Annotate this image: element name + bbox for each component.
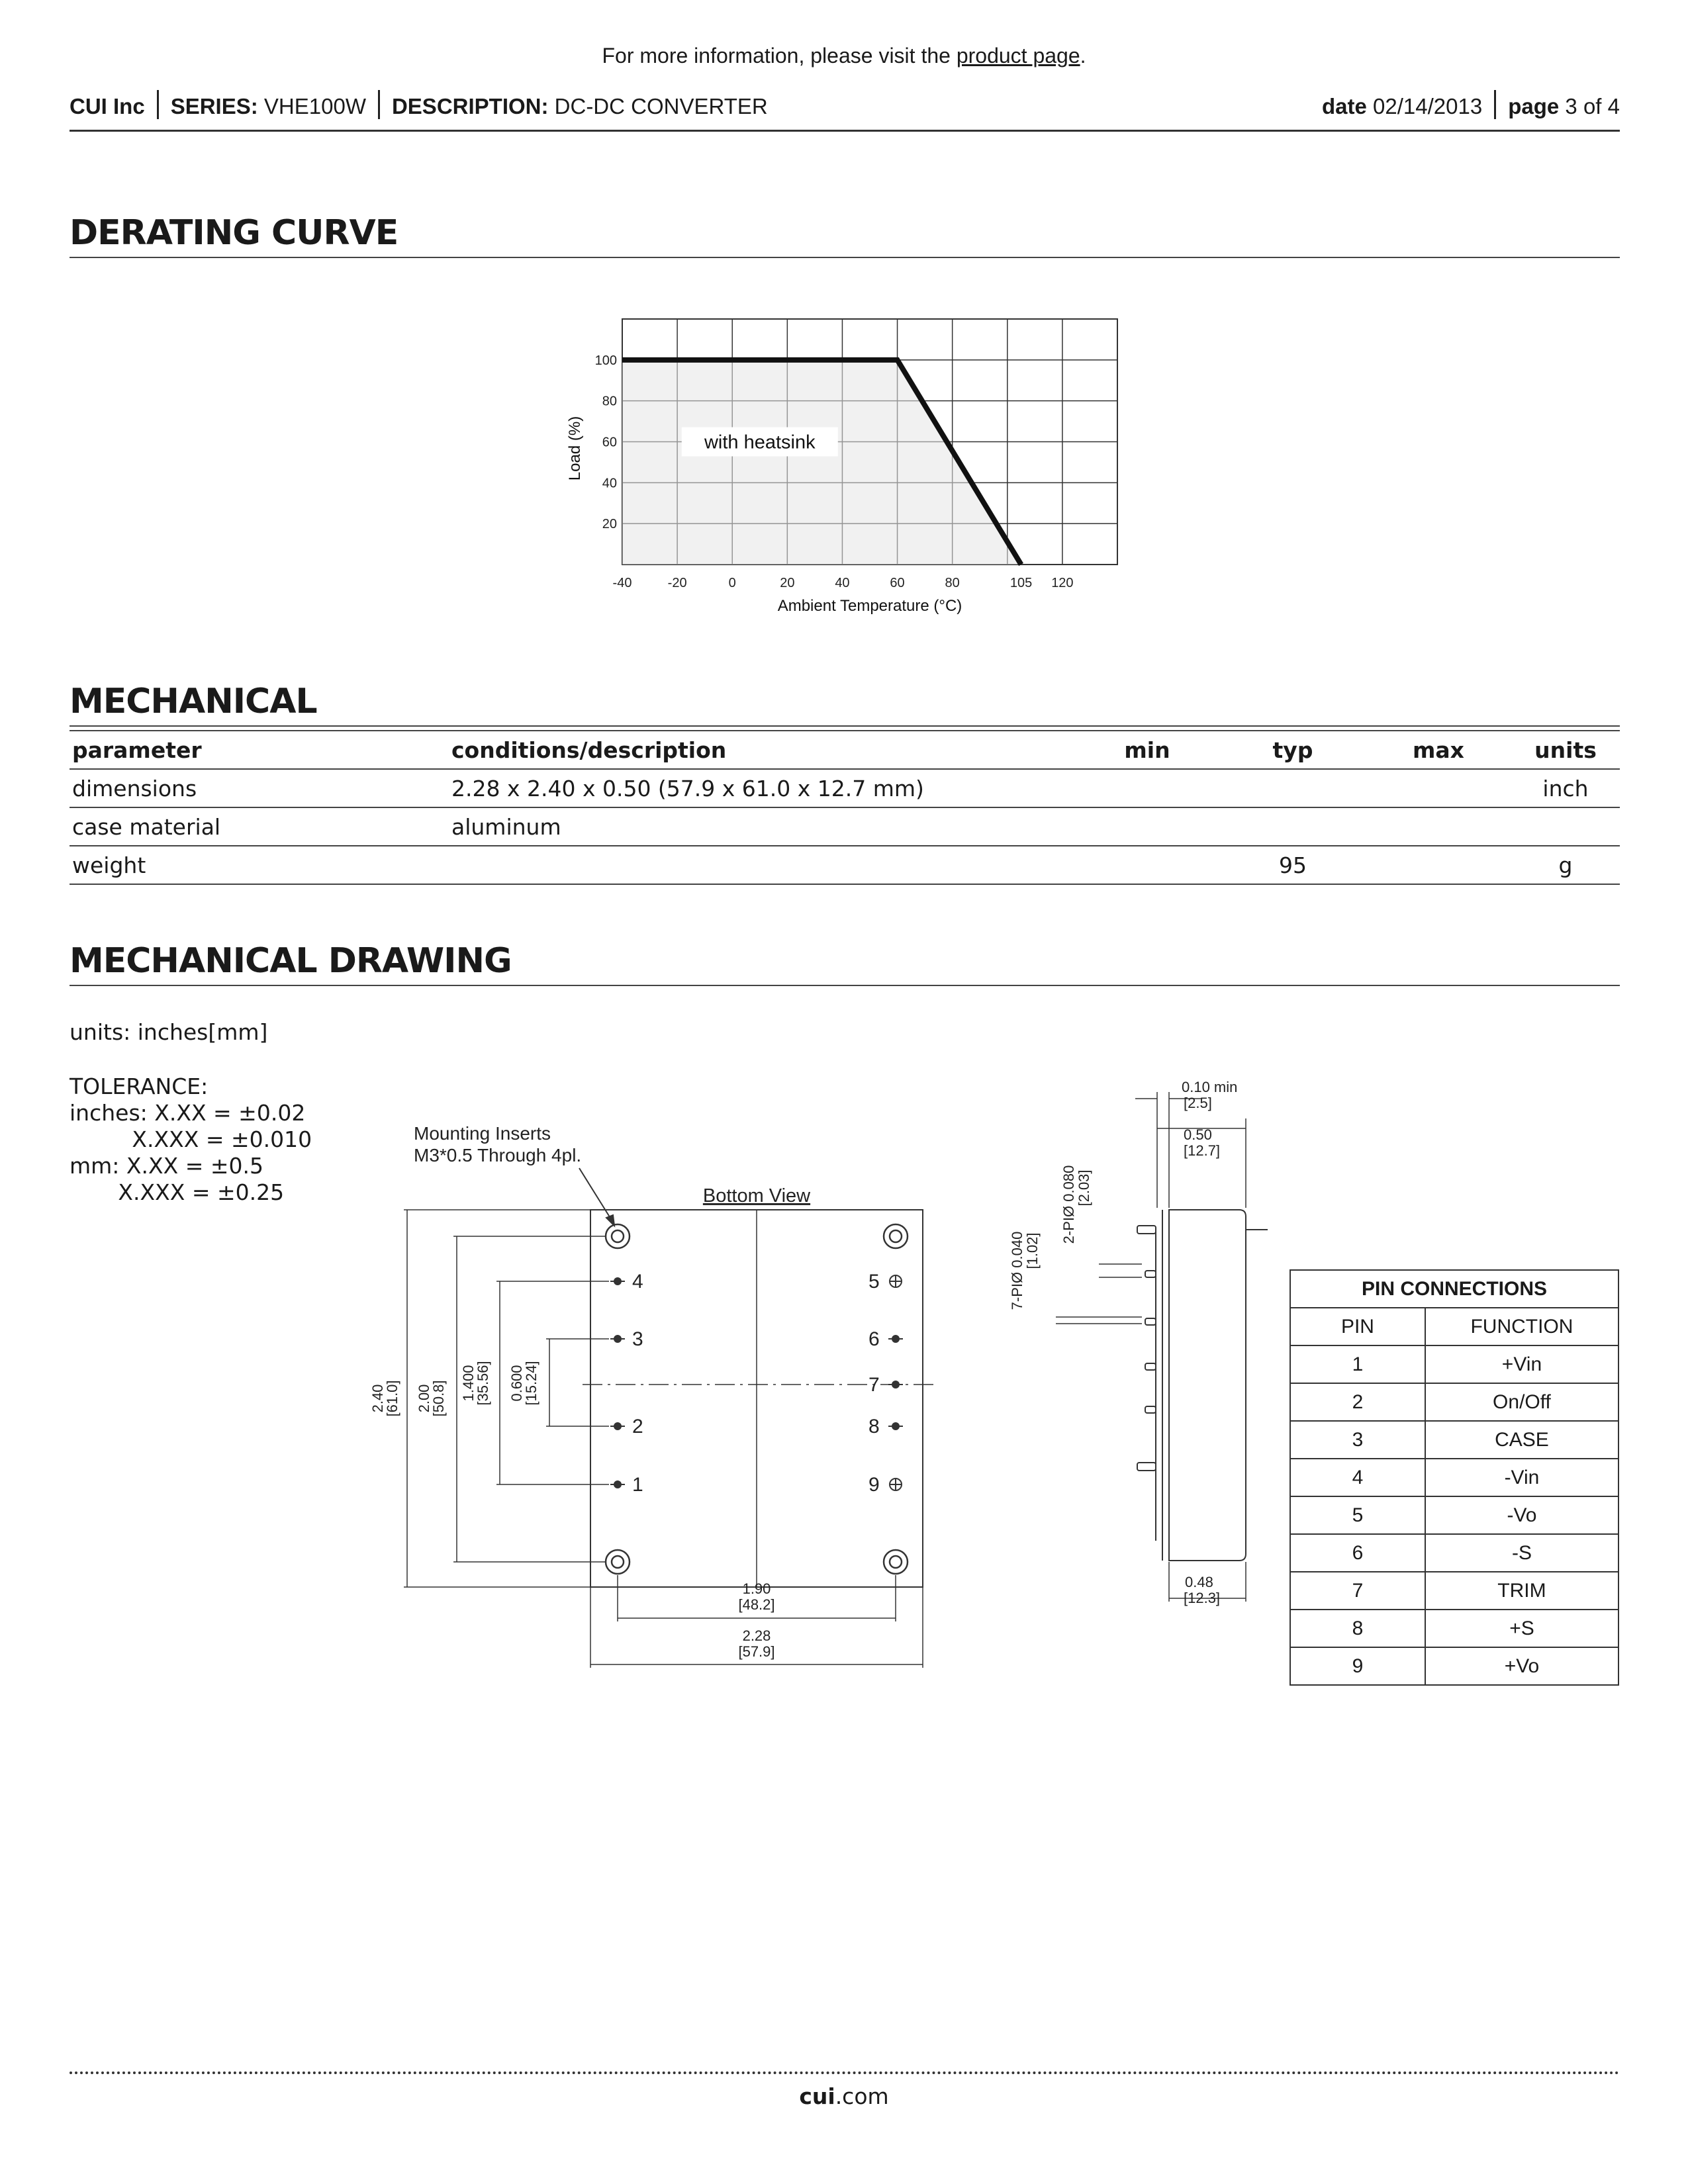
mechanical-title: MECHANICAL xyxy=(70,682,1620,727)
mechanical-drawing-title: MECHANICAL DRAWING xyxy=(70,941,1620,986)
dim-label: [35.56] xyxy=(475,1361,491,1406)
table-row xyxy=(1290,1534,1618,1572)
table-cell xyxy=(1366,846,1511,884)
top-note-text: For more information, please visit the xyxy=(602,44,957,68)
x-tick-label: 80 xyxy=(945,576,960,590)
header-divider xyxy=(157,90,159,119)
footer-site-bold: cui xyxy=(799,2083,835,2109)
table-cell: CASE xyxy=(1425,1421,1618,1459)
table-cell: On/Off xyxy=(1425,1383,1618,1421)
table-cell: aluminum xyxy=(449,807,1074,846)
date-label: date xyxy=(1322,94,1367,118)
footer xyxy=(0,2083,1688,2109)
table-row xyxy=(1290,1459,1618,1496)
table-row xyxy=(1290,1610,1618,1647)
tolerance-block xyxy=(70,1073,312,1206)
mounting-note-line: M3*0.5 Through 4pl. xyxy=(414,1145,582,1165)
header-bar xyxy=(70,90,1620,132)
x-axis-label: Ambient Temperature (°C) xyxy=(777,597,962,615)
table-cell: -Vo xyxy=(1425,1496,1618,1534)
table-cell xyxy=(1366,769,1511,807)
dim-label: [15.24] xyxy=(523,1361,539,1406)
y-tick-label: 40 xyxy=(602,476,617,491)
bottom-view-label: Bottom View xyxy=(702,1185,811,1206)
table-cell: 2.28 x 2.40 x 0.50 (57.9 x 61.0 x 12.7 mm) xyxy=(449,769,1074,807)
dim-label: [50.8] xyxy=(430,1380,447,1417)
table-cell xyxy=(1220,807,1366,846)
tolerance-line: X.XXX = ±0.25 xyxy=(70,1179,285,1205)
table-cell: +Vin xyxy=(1425,1345,1618,1383)
table-cell: 1 xyxy=(1290,1345,1425,1383)
y-tick-label: 60 xyxy=(602,435,617,450)
pin-number: 4 xyxy=(632,1271,643,1293)
table-cell: TRIM xyxy=(1425,1572,1618,1610)
table-cell xyxy=(1366,807,1511,846)
page-label: page xyxy=(1508,94,1560,118)
table-cell: 9 xyxy=(1290,1647,1425,1685)
table-row xyxy=(1290,1345,1618,1383)
date-value: 02/14/2013 xyxy=(1373,94,1483,118)
x-tick-label: 0 xyxy=(728,576,736,590)
table-cell: 7 xyxy=(1290,1572,1425,1610)
bottom-view-drawing xyxy=(351,1092,947,1674)
table-row xyxy=(1290,1421,1618,1459)
top-note-suffix: . xyxy=(1080,44,1086,68)
derating-chart xyxy=(556,311,1139,622)
dim-label: [12.3] xyxy=(1184,1590,1221,1606)
table-cell xyxy=(1220,769,1366,807)
arrow-head-icon xyxy=(606,1215,614,1226)
pin-marker-icon xyxy=(610,1481,625,1488)
tolerance-line: X.XXX = ±0.010 xyxy=(70,1126,312,1152)
tolerance-line: TOLERANCE: xyxy=(70,1073,209,1099)
series-value: VHE100W xyxy=(263,94,366,118)
y-tick-label: 80 xyxy=(602,394,617,409)
table-row xyxy=(1290,1647,1618,1685)
dim-label: [57.9] xyxy=(738,1643,775,1660)
table-cell: g xyxy=(1511,846,1620,884)
table-cell: 4 xyxy=(1290,1459,1425,1496)
table-cell: +Vo xyxy=(1425,1647,1618,1685)
mounting-insert-icon xyxy=(606,1224,630,1248)
x-tick-label: 40 xyxy=(835,576,850,590)
dim-label: 0.10 min xyxy=(1182,1079,1238,1095)
x-tick-label: 20 xyxy=(780,576,795,590)
dimension-lines xyxy=(404,1210,923,1668)
footer-divider xyxy=(70,2071,1620,2074)
x-tick-label: 60 xyxy=(890,576,905,590)
x-tick-label: 105 xyxy=(1009,576,1033,590)
dim-label: [12.7] xyxy=(1184,1142,1221,1159)
chart-annotation: with heatsink xyxy=(704,432,816,453)
dim-label: [1.02] xyxy=(1024,1232,1041,1269)
dimension-lines xyxy=(1056,1092,1246,1602)
column-header: FUNCTION xyxy=(1425,1308,1618,1345)
x-tick-label: -20 xyxy=(667,576,687,590)
dim-label: 2.28 xyxy=(742,1627,771,1644)
pin-number: 8 xyxy=(868,1416,880,1437)
table-cell xyxy=(1074,807,1220,846)
table-cell xyxy=(1511,807,1620,846)
table-cell xyxy=(1074,769,1220,807)
table-cell xyxy=(1074,846,1220,884)
mounting-insert-icon xyxy=(606,1550,630,1574)
pin-large-icon xyxy=(890,1479,902,1490)
pin-number: 3 xyxy=(632,1328,643,1350)
table-row xyxy=(1290,1496,1618,1534)
pin-number: 7 xyxy=(868,1374,880,1396)
table-cell: 6 xyxy=(1290,1534,1425,1572)
leader-line xyxy=(579,1168,614,1224)
table-row xyxy=(1290,1383,1618,1421)
x-tick-label: -40 xyxy=(612,576,632,590)
pin-marker-icon xyxy=(888,1336,903,1342)
pin-marker-icon xyxy=(888,1423,903,1430)
side-view-drawing xyxy=(1006,1072,1284,1615)
company-name: CUI Inc xyxy=(70,94,145,118)
table-row xyxy=(70,769,1620,807)
pin-number: 1 xyxy=(632,1474,643,1496)
units-note: units: inches[mm] xyxy=(70,1019,268,1045)
pin-number: 6 xyxy=(868,1328,880,1350)
column-header: typ xyxy=(1220,731,1366,769)
table-cell: inch xyxy=(1511,769,1620,807)
dim-label: 1.400 xyxy=(460,1365,477,1402)
tolerance-line: inches: X.XX = ±0.02 xyxy=(70,1100,306,1126)
y-axis-label: Load (%) xyxy=(566,416,584,481)
pin-number: 9 xyxy=(868,1474,880,1496)
column-header: units xyxy=(1511,731,1620,769)
y-tick-label: 100 xyxy=(594,353,617,368)
table-cell: 2 xyxy=(1290,1383,1425,1421)
pin-number: 2 xyxy=(632,1416,643,1437)
dim-label: [61.0] xyxy=(384,1380,400,1417)
mounting-note-line: Mounting Inserts xyxy=(414,1123,551,1144)
pin-table-title: PIN CONNECTIONS xyxy=(1290,1270,1618,1308)
column-header: max xyxy=(1366,731,1511,769)
dim-label: 2-PIØ 0.080 xyxy=(1060,1165,1077,1244)
mounting-insert-icon xyxy=(884,1224,908,1248)
pin-marker-icon xyxy=(610,1423,625,1430)
page-value: 3 of 4 xyxy=(1565,94,1620,118)
mounting-insert-icon xyxy=(884,1550,908,1574)
description-value: DC-DC CONVERTER xyxy=(554,94,768,118)
tolerance-line: mm: X.XX = ±0.5 xyxy=(70,1153,263,1179)
x-tick-label: 120 xyxy=(1051,576,1074,590)
dim-label: 0.48 xyxy=(1185,1574,1213,1590)
table-cell: 5 xyxy=(1290,1496,1425,1534)
dim-label: 2.00 xyxy=(416,1384,432,1413)
table-cell xyxy=(449,846,1074,884)
x-tick-labels xyxy=(613,576,1074,590)
table-cell: -S xyxy=(1425,1534,1618,1572)
table-cell: 3 xyxy=(1290,1421,1425,1459)
column-header: min xyxy=(1074,731,1220,769)
mechanical-table xyxy=(70,730,1620,885)
pin-large-icon xyxy=(890,1275,902,1287)
table-cell: case material xyxy=(70,807,449,846)
pin-stubs xyxy=(1137,1226,1156,1471)
header-divider xyxy=(378,90,380,119)
derating-curve-title: DERATING CURVE xyxy=(70,213,1620,258)
column-header: PIN xyxy=(1290,1308,1425,1345)
pin-connections-table xyxy=(1289,1269,1619,1686)
pin-marker-icon xyxy=(610,1336,625,1342)
table-header-row xyxy=(70,731,1620,769)
y-tick-label: 20 xyxy=(602,517,617,532)
pin-marker-icon xyxy=(610,1278,625,1285)
table-cell: +S xyxy=(1425,1610,1618,1647)
series-label: SERIES: xyxy=(170,94,258,118)
table-cell: dimensions xyxy=(70,769,449,807)
dim-label: 1.90 xyxy=(742,1580,771,1597)
y-tick-labels xyxy=(595,353,617,531)
case-side-outline xyxy=(1169,1210,1246,1561)
dim-label: [48.2] xyxy=(738,1596,775,1613)
table-row xyxy=(70,807,1620,846)
dim-label: 7-PIØ 0.040 xyxy=(1009,1231,1025,1310)
dim-label: [2.5] xyxy=(1184,1095,1212,1111)
header-divider xyxy=(1494,90,1496,119)
column-header: parameter xyxy=(70,731,449,769)
table-cell: weight xyxy=(70,846,449,884)
pin-number: 5 xyxy=(868,1271,880,1293)
description-label: DESCRIPTION: xyxy=(391,94,549,118)
dim-label: [2.03] xyxy=(1076,1169,1092,1206)
dim-label: 2.40 xyxy=(369,1384,386,1413)
dim-label: 0.600 xyxy=(508,1365,525,1402)
pin-marker-icon xyxy=(888,1381,903,1388)
top-note xyxy=(0,44,1688,68)
table-row xyxy=(1290,1572,1618,1610)
table-cell: 8 xyxy=(1290,1610,1425,1647)
table-cell: 95 xyxy=(1220,846,1366,884)
footer-site-rest: .com xyxy=(835,2083,889,2109)
product-page-link[interactable]: product page xyxy=(956,44,1080,68)
dim-label: 0.50 xyxy=(1184,1126,1212,1143)
table-row xyxy=(70,846,1620,884)
column-header: conditions/description xyxy=(449,731,1074,769)
table-cell: -Vin xyxy=(1425,1459,1618,1496)
